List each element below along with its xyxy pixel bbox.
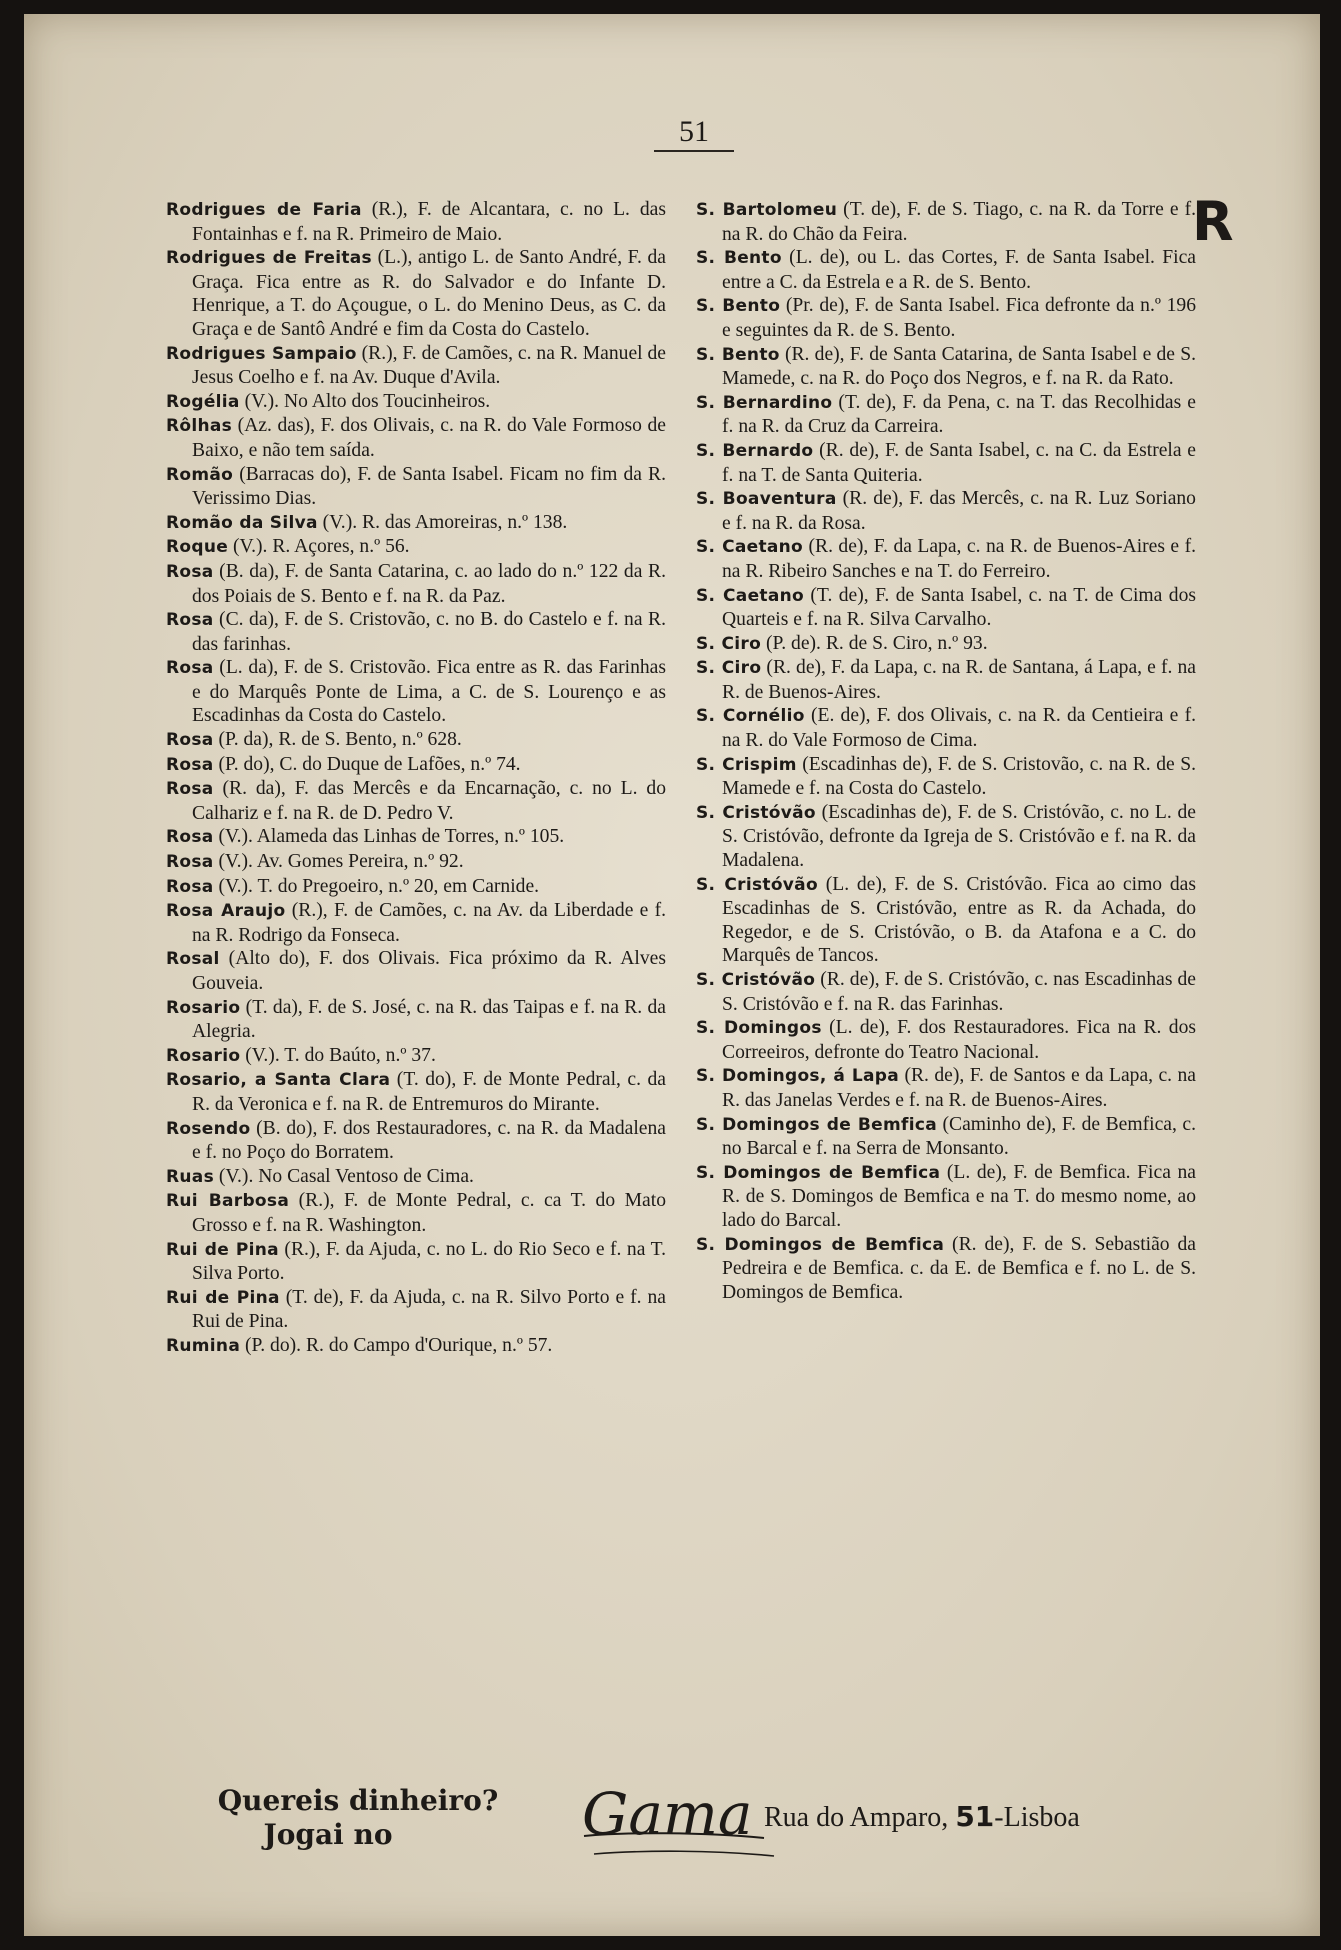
directory-entry — [696, 1113, 1196, 1161]
directory-entry — [696, 391, 1196, 439]
directory-entry — [696, 439, 1196, 487]
directory-entry — [696, 294, 1196, 342]
directory-entry — [696, 753, 1196, 801]
entry-name: Rosendo — [166, 1118, 251, 1139]
entry-name: S. Domingos, á Lapa — [696, 1066, 900, 1087]
entry-text: (L. de), F. dos Restauradores. Fica na R. dos Correeiros, defronte do Teatro Nacional. — [722, 1017, 1196, 1063]
directory-entry — [696, 968, 1196, 1016]
directory-entry — [696, 343, 1196, 391]
entry-text: (Az. das), F. dos Olivais, c. na R. do Vale Formoso de Baixo, e não tem saída. — [192, 415, 666, 461]
entry-name: S. Domingos de Bemfica — [696, 1114, 937, 1135]
entry-name: Rosa — [166, 610, 214, 631]
directory-entry — [696, 704, 1196, 752]
directory-entry — [166, 1238, 666, 1286]
entry-name: S. Bento — [696, 296, 781, 317]
entry-text: (T. de), F. da Ajuda, c. na R. Silvo Porto e f. na Rui de Pina. — [192, 1286, 666, 1333]
entry-name: S. Cristóvão — [696, 874, 818, 895]
entry-text: (P. da), R. de S. Bento, n.º 628. — [213, 729, 462, 751]
entry-text: (R. de), F. de S. Cristóvão, c. nas Escadinhas de S. Cristóvão e f. na R. das Farinhas. — [722, 969, 1196, 1015]
directory-entry — [166, 1044, 666, 1069]
entry-name: S. Bernardino — [696, 392, 833, 413]
directory-entry — [166, 560, 666, 608]
entry-text: (R. de), F. de Santa Catarina, de Santa Isabel e de S. Mamede, c. na R. do Poço dos Negros, e f. na R. da Rato. — [722, 343, 1196, 390]
directory-entry — [166, 875, 666, 900]
entry-name: Rosa Araujo — [166, 901, 286, 922]
directory-entry — [166, 390, 666, 415]
entry-text: (R. de), F. das Mercês, c. na R. Luz Soriano e f. na R. da Rosa. — [722, 488, 1196, 534]
entry-name: S. Bento — [696, 248, 782, 269]
address-city: -Lisboa — [994, 1802, 1080, 1833]
directory-entry — [166, 342, 666, 390]
entry-text: (Escadinhas de), F. de S. Cristovão, c. na R. de S. Mamede e f. na Costa do Castelo. — [722, 753, 1197, 800]
entry-text: (V.). Alameda das Linhas de Torres, n.º 105. — [213, 826, 565, 848]
entry-text: (V.). No Alto dos Toucinheiros. — [239, 390, 491, 412]
entry-text: (R.), F. de Alcantara, c. no L. das Fontainhas e f. na R. Primeiro de Maio. — [192, 199, 666, 245]
directory-entry — [696, 535, 1196, 583]
directory-entry — [166, 1189, 666, 1237]
entry-text: (T. do), F. de Monte Pedral, c. da R. da Veronica e f. na R. de Entremuros do Mirante. — [192, 1069, 666, 1115]
entry-text: (B. da), F. de Santa Catarina, c. ao lado do n.º 122 da R. dos Poiais de S. Bento e f. na R. da Paz. — [192, 560, 666, 607]
entry-name: S. Caetano — [696, 537, 804, 558]
entry-text: (L. de), ou L. das Cortes, F. de Santa Isabel. Fica entre a C. da Estrela e a R. de S. Bento. — [722, 247, 1196, 293]
entry-text: (R.), F. de Camões, c. na R. Manuel de Jesus Coelho e f. na Av. Duque d'Avila. — [192, 342, 666, 389]
entry-name: Romão — [166, 464, 234, 485]
entry-name: Rogélia — [166, 391, 240, 412]
right-column — [696, 198, 1196, 1304]
directory-entry — [166, 198, 666, 246]
directory-entry — [696, 246, 1196, 294]
entry-text: (T. da), F. de S. José, c. na R. das Taipas e f. na R. da Alegria. — [192, 996, 666, 1043]
directory-entry — [166, 899, 666, 947]
directory-entry — [166, 414, 666, 462]
directory-entry — [166, 656, 666, 728]
directory-entry — [166, 463, 666, 511]
entry-text: (V.). No Casal Ventoso de Cima. — [213, 1165, 474, 1187]
directory-entry — [166, 246, 666, 341]
entry-name: Ruas — [166, 1166, 214, 1187]
ad-line-1: Quereis dinheiro? — [217, 1784, 499, 1817]
entry-name: Rui Barbosa — [166, 1191, 290, 1212]
directory-entry — [166, 996, 666, 1044]
entry-text: (R. de), F. de Santa Isabel, c. na C. da Estrela e f. na T. de Santa Quiteria. — [722, 439, 1196, 486]
entry-name: Rodrigues de Freitas — [166, 248, 372, 269]
directory-entry — [696, 1233, 1196, 1305]
directory-entry — [166, 777, 666, 825]
entry-text: (L. da), F. de S. Cristovão. Fica entre as R. das Farinhas e do Marquês Ponte de Lima, a C. de S. Lourenço e as Escadinhas da Costa do Castelo. — [192, 657, 666, 727]
entry-name: S. Bernardo — [696, 440, 814, 461]
left-column — [166, 198, 666, 1359]
entry-text: (Pr. de), F. de Santa Isabel. Fica defronte da n.º 196 e seguintes da R. de S. Bento. — [722, 295, 1196, 341]
directory-entry — [696, 198, 1196, 246]
entry-text: (Caminho de), F. de Bemfica, c. no Barcal e f. na Serra de Monsanto. — [722, 1113, 1196, 1160]
entry-text: (P. de). R. de S. Ciro, n.º 93. — [761, 632, 988, 654]
entry-name: Rosa — [166, 754, 214, 775]
entry-text: (Barracas do), F. de Santa Isabel. Ficam no fim da R. Verissimo Dias. — [192, 463, 666, 510]
entry-text: (R.), F. da Ajuda, c. no L. do Rio Seco e f. na T. Silva Porto. — [192, 1238, 666, 1285]
entry-text: (Escadinhas de), F. de S. Cristóvão, c. no L. de S. Cristóvão, defronte da Igreja de S. Cristóvão e f. na R. da Madalena. — [722, 801, 1196, 872]
entry-name: S. Domingos — [696, 1018, 822, 1039]
entry-text: (R.), F. de Monte Pedral, c. ca T. do Mato Grosso e f. na R. Washington. — [192, 1190, 666, 1236]
directory-entry — [166, 1117, 666, 1165]
entry-text: (R. de), F. de Santos e da Lapa, c. na R. das Janelas Verdes e f. na R. de Buenos-Aires. — [722, 1065, 1196, 1111]
entry-text: (T. de), F. de Santa Isabel, c. na T. de Cima dos Quarteis e f. na R. Silva Carvalho. — [722, 584, 1196, 631]
directory-entry — [166, 850, 666, 875]
entry-text: (V.). T. do Baúto, n.º 37. — [240, 1044, 436, 1066]
directory-entry — [696, 1064, 1196, 1112]
entry-name: S. Cristóvão — [696, 970, 816, 990]
directory-entry — [696, 1161, 1196, 1233]
directory-entry — [696, 584, 1196, 632]
entry-text: (R.), F. de Camões, c. na Av. da Liberdade e f. na R. Rodrigo da Fonseca. — [192, 900, 666, 946]
directory-entry — [166, 825, 666, 850]
entry-name: S. Boaventura — [696, 489, 837, 510]
page — [24, 14, 1320, 1936]
entry-text: (R. de), F. de S. Sebastião da Pedreira e de Bemfica. c. da E. de Bemfica e f. no L. de S. Domingos de Bemfica. — [722, 1233, 1196, 1303]
ad-line-2: Jogai no — [263, 1818, 393, 1851]
entry-name: S. Bento — [696, 344, 780, 365]
directory-entry — [166, 608, 666, 656]
entry-name: Rui de Pina — [166, 1239, 279, 1260]
entry-text: (B. do), F. dos Restauradores, c. na R. da Madalena e f. no Poço do Borratem. — [192, 1117, 666, 1164]
directory-entry — [166, 947, 666, 995]
entry-name: Roque — [166, 537, 229, 558]
directory-entry — [166, 1068, 666, 1116]
entry-text: (V.). T. do Pregoeiro, n.º 20, em Carnide. — [213, 875, 540, 897]
directory-entry — [166, 1165, 666, 1190]
entry-text: (L. de), F. de Bemfica. Fica na R. de S. Domingos de Bemfica e na T. do mesmo nome, ao lado do Barcal. — [722, 1161, 1196, 1231]
directory-entry — [696, 1016, 1196, 1064]
entry-name: Rui de Pina — [166, 1287, 280, 1308]
entry-text: (L. de), F. de S. Cristóvão. Fica ao cimo das Escadinhas de S. Cristóvão, entre as R. da Achada, do Regedor, e de S. Cristóvão, o B. da Atafona e a C. do Marquês de Tancos. — [722, 873, 1196, 967]
advertisement-footer — [24, 1774, 1320, 1894]
entry-name: S. Bartolomeu — [696, 200, 838, 220]
directory-entry — [166, 728, 666, 753]
entry-name: Rodrigues de Faria — [166, 200, 362, 220]
entry-name: Rosa — [166, 779, 214, 800]
entry-name: Rosa — [166, 852, 214, 873]
directory-entry — [166, 535, 666, 560]
entry-name: S. Domingos de Bemfica — [696, 1162, 941, 1183]
entry-text: (R. da), F. das Mercês e da Encarnação, c. no L. do Calhariz e f. na R. de D. Pedro V. — [192, 778, 666, 824]
entry-name: Rosa — [166, 730, 214, 751]
directory-entry — [696, 656, 1196, 704]
entry-name: Rosario — [166, 1045, 241, 1066]
directory-entry — [166, 511, 666, 536]
entry-name: S. Caetano — [696, 585, 804, 606]
directory-entry — [696, 632, 1196, 657]
entry-text: (T. de), F. da Pena, c. na T. das Recolhidas e f. na R. da Cruz da Carreira. — [722, 391, 1196, 438]
entry-name: S. Cornélio — [696, 706, 805, 727]
entry-text: (P. do). R. do Campo d'Ourique, n.º 57. — [240, 1334, 553, 1356]
entry-text: (R. de), F. da Lapa, c. na R. de Santana, á Lapa, e f. na R. de Buenos-Aires. — [722, 657, 1196, 703]
page-number: 51 — [654, 114, 734, 152]
address-street: Rua do Amparo, — [764, 1802, 956, 1833]
entry-text: (L.), antigo L. de Santo André, F. da Graça. Fica entre as R. do Salvador e do Infante D. Henrique, a T. do Açougue, o L. do Menino Deus, as C. da Graça e de Santô André e fim da Costa do Castelo. — [192, 247, 666, 340]
directory-entry — [696, 801, 1196, 873]
entry-text: (R. de), F. da Lapa, c. na R. de Buenos-Aires e f. na R. Ribeiro Sanches e na T. do Ferreiro. — [722, 536, 1196, 582]
entry-name: Rosa — [166, 658, 214, 679]
entry-name: Rosa — [166, 876, 214, 897]
directory-entry — [166, 1334, 666, 1359]
entry-name: Rumina — [166, 1335, 241, 1356]
entry-name: Rosario, a Santa Clara — [166, 1070, 391, 1091]
entry-text: (P. do), C. do Duque de Lafões, n.º 74. — [213, 753, 521, 775]
section-letter: R — [1192, 190, 1234, 253]
entry-name: Romão da Silva — [166, 512, 318, 533]
entry-name: S. Crispim — [696, 754, 797, 775]
directory-entry — [166, 753, 666, 778]
entry-name: S. Cristóvão — [696, 802, 816, 823]
directory-entry — [696, 487, 1196, 535]
entry-text: (T. de), F. de S. Tiago, c. na R. da Torre e f. na R. do Chão da Feira. — [722, 199, 1196, 245]
directory-entry — [696, 873, 1196, 968]
entry-name: Rosa — [166, 827, 214, 848]
entry-name: Rodrigues Sampaio — [166, 343, 357, 364]
address-number: 51 — [955, 1800, 995, 1833]
entry-text: (C. da), F. de S. Cristovão, c. no B. do Castelo e f. na R. das farinhas. — [192, 609, 666, 655]
entry-name: S. Ciro — [696, 633, 762, 654]
entry-name: S. Ciro — [696, 658, 762, 679]
entry-text: (V.). R. Açores, n.º 56. — [228, 536, 410, 558]
entry-name: Rôlhas — [166, 416, 233, 437]
entry-name: S. Domingos de Bemfica — [696, 1234, 945, 1255]
gama-logo-text: Gama — [582, 1780, 753, 1848]
gama-logo — [564, 1774, 784, 1874]
entry-text: (V.). Av. Gomes Pereira, n.º 92. — [213, 851, 464, 873]
entry-name: Rosal — [166, 949, 220, 970]
ad-address — [764, 1800, 1080, 1835]
entry-text: (V.). R. das Amoreiras, n.º 138. — [317, 511, 568, 533]
entry-name: Rosario — [166, 997, 241, 1018]
entry-text: (Alto do), F. dos Olivais. Fica próximo da R. Alves Gouveia. — [192, 948, 666, 994]
directory-entry — [166, 1286, 666, 1334]
entry-name: Rosa — [166, 561, 214, 582]
entry-text: (E. de), F. dos Olivais, c. na R. da Centieira e f. na R. do Vale Formoso de Cima. — [722, 705, 1197, 752]
